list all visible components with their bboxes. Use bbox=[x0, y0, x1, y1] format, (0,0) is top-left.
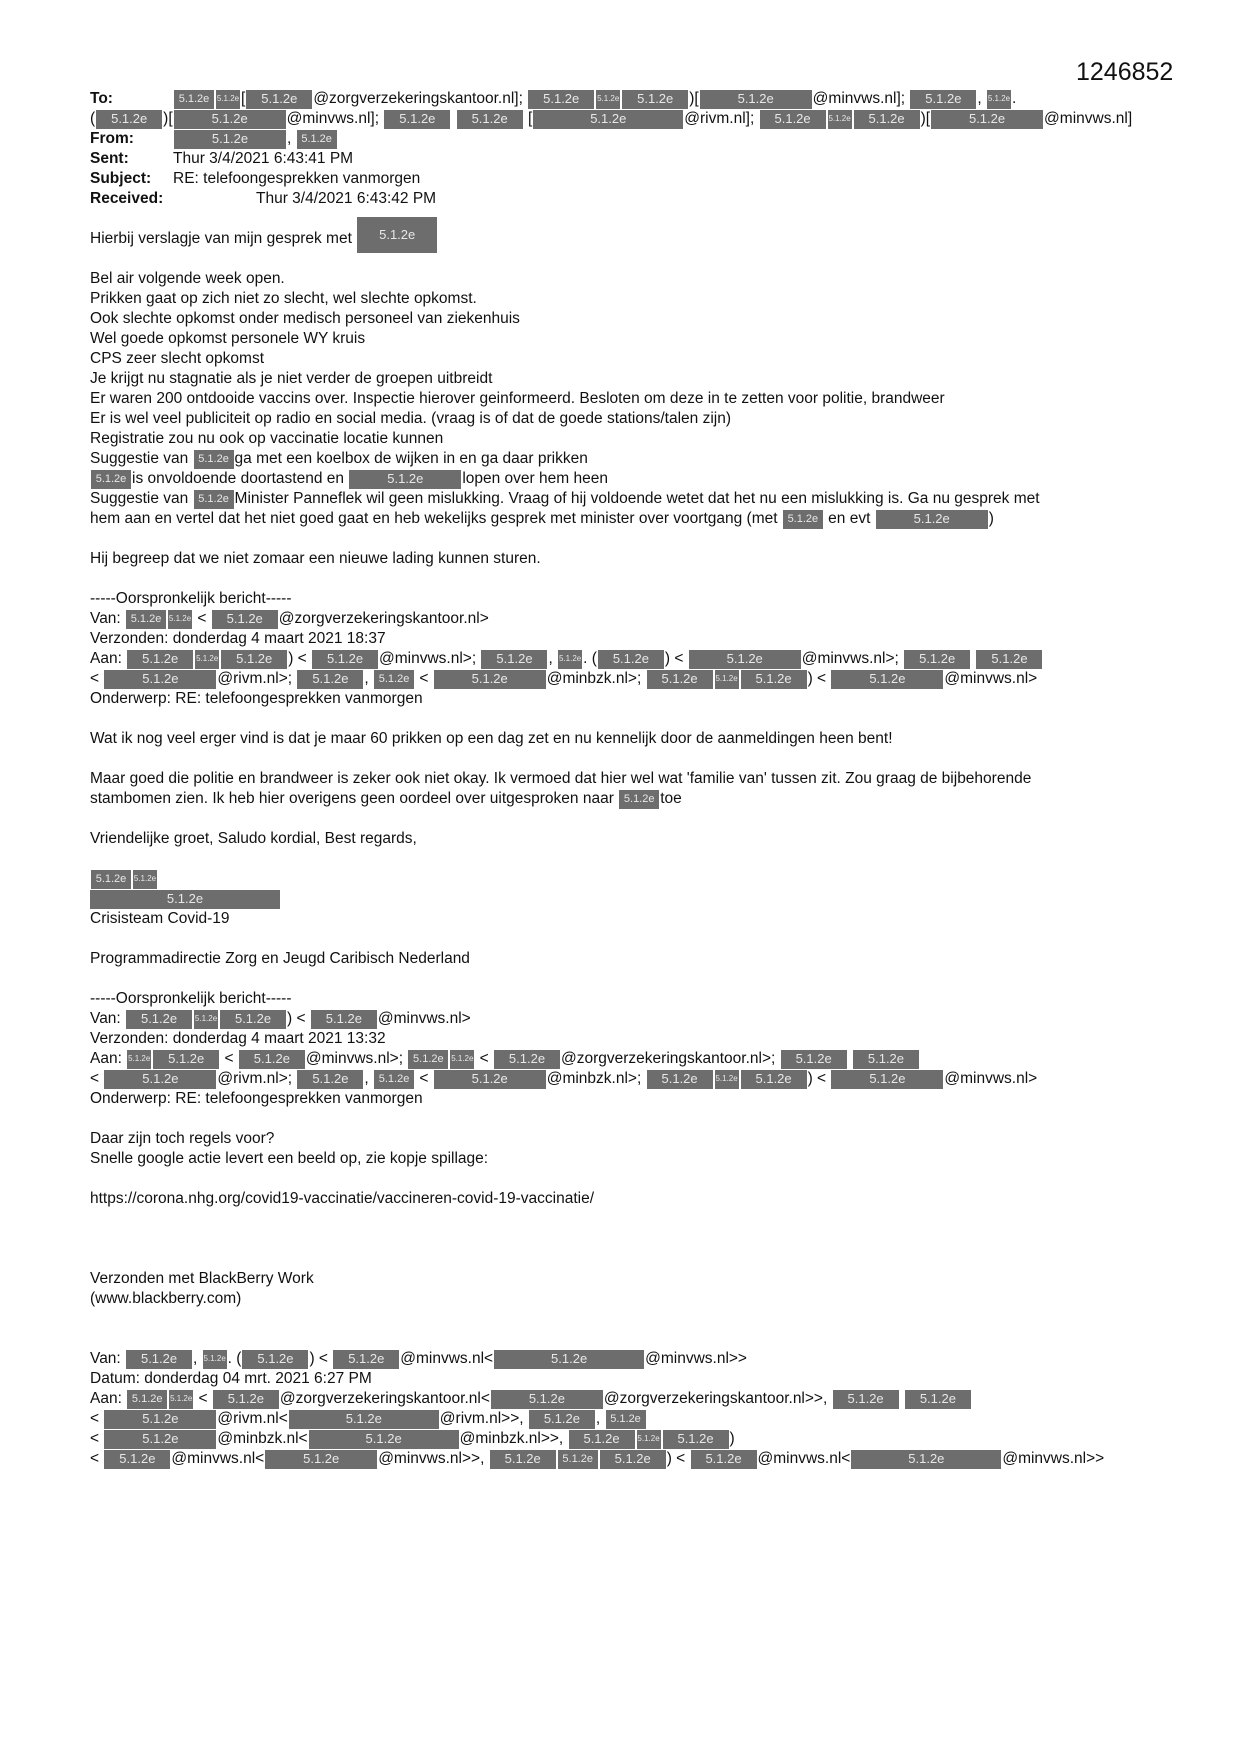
header-field-from bbox=[90, 129, 1170, 149]
text-segment: @zorgverzekeringskantoor.nl> bbox=[278, 610, 489, 627]
text-segment: < bbox=[193, 610, 211, 627]
text-segment: Daar zijn toch regels voor? bbox=[90, 1130, 275, 1147]
text-segment: (www.blackberry.com) bbox=[90, 1290, 242, 1307]
text-line bbox=[90, 1329, 1170, 1349]
text-segment: [ bbox=[241, 90, 246, 107]
redaction-box: 5.1.2e bbox=[854, 110, 920, 129]
text-segment: , bbox=[364, 1070, 374, 1087]
text-segment: ) bbox=[988, 510, 994, 527]
text-segment: en evt bbox=[823, 510, 875, 527]
redaction-box: 5.1.2e bbox=[783, 510, 823, 529]
redaction-box: 5.1.2e bbox=[384, 110, 450, 129]
text-segment: Ook slechte opkomst onder medisch personeel van ziekenhuis bbox=[90, 310, 520, 327]
text-segment: Crisisteam Covid-19 bbox=[90, 910, 230, 927]
redaction-box: 5.1.2e bbox=[828, 110, 852, 129]
text-segment: Suggestie van bbox=[90, 450, 193, 467]
text-segment: RE: telefoongesprekken vanmorgen bbox=[173, 170, 421, 187]
text-segment: @rivm.nl>>, bbox=[439, 1410, 528, 1427]
redaction-box: 5.1.2e bbox=[598, 650, 664, 669]
text-line bbox=[90, 369, 1170, 389]
text-line bbox=[90, 349, 1170, 369]
redaction-box: 5.1.2e bbox=[528, 90, 594, 109]
text-segment: , bbox=[595, 1410, 605, 1427]
text-segment: < bbox=[90, 1430, 104, 1447]
text-segment: < bbox=[475, 1050, 493, 1067]
text-segment: . ( bbox=[583, 650, 597, 667]
redaction-box: 5.1.2e bbox=[622, 90, 688, 109]
redaction-box: 5.1.2e bbox=[529, 1410, 595, 1429]
redaction-box: 5.1.2e bbox=[374, 1070, 414, 1089]
text-segment: @minvws.nl> bbox=[944, 670, 1038, 687]
text-segment: < bbox=[415, 670, 433, 687]
text-segment: @minvws.nl>> bbox=[1002, 1450, 1105, 1467]
text-line bbox=[90, 209, 1170, 229]
text-line bbox=[90, 749, 1170, 769]
header-label: Subject: bbox=[90, 170, 152, 187]
text-line bbox=[90, 1129, 1170, 1149]
header-field-sent bbox=[90, 149, 1170, 169]
redaction-box: 5.1.2e bbox=[104, 1430, 216, 1449]
text-segment: Onderwerp: RE: telefoongesprekken vanmorgen bbox=[90, 690, 423, 707]
text-segment bbox=[900, 1389, 904, 1409]
text-segment: Aan: bbox=[90, 650, 127, 667]
text-segment: @rivm.nl>; bbox=[217, 670, 297, 687]
text-segment: @minvws.nl>; bbox=[305, 1050, 408, 1067]
redaction-box: 5.1.2e bbox=[104, 670, 216, 689]
text-segment: Verzonden: donderdag 4 maart 2021 13:32 bbox=[90, 1030, 386, 1047]
text-segment: . ( bbox=[227, 1350, 242, 1367]
redaction-box: 5.1.2e bbox=[203, 1350, 227, 1369]
text-segment: Snelle google actie levert een beeld op, zie kopje spillage: bbox=[90, 1150, 489, 1167]
redaction-box: 5.1.2e bbox=[833, 1390, 899, 1409]
redaction-box: 5.1.2e bbox=[127, 1390, 167, 1409]
text-segment: CPS zeer slecht opkomst bbox=[90, 350, 265, 367]
redaction-box: 5.1.2e bbox=[194, 450, 234, 469]
redaction-box: 5.1.2e bbox=[297, 1070, 363, 1089]
redaction-box: 5.1.2e bbox=[194, 490, 234, 509]
redaction-box: 5.1.2e bbox=[90, 890, 280, 909]
text-segment: < bbox=[90, 1070, 104, 1087]
redaction-box: 5.1.2e bbox=[910, 90, 976, 109]
text-line bbox=[90, 1149, 1170, 1169]
text-segment: < bbox=[90, 670, 104, 687]
text-segment: ( bbox=[90, 110, 96, 127]
text-segment: Verzonden: donderdag 4 maart 2021 18:37 bbox=[90, 630, 386, 647]
text-segment: Programmadirectie Zorg en Jeugd Caribisch Nederland bbox=[90, 950, 470, 967]
text-line bbox=[90, 829, 1170, 849]
header-label: To: bbox=[90, 90, 113, 107]
text-segment: Aan: bbox=[90, 1390, 127, 1407]
redaction-box: 5.1.2e bbox=[246, 90, 312, 109]
text-segment: < bbox=[194, 1390, 212, 1407]
text-segment: ) < bbox=[664, 650, 688, 667]
text-line bbox=[90, 429, 1170, 449]
redaction-box: 5.1.2e bbox=[126, 1350, 192, 1369]
header-field-received bbox=[90, 189, 1170, 209]
redaction-box: 5.1.2e bbox=[619, 790, 659, 809]
text-segment: ) < bbox=[666, 1450, 690, 1467]
redaction-box: 5.1.2e bbox=[457, 110, 523, 129]
text-segment: lopen over hem heen bbox=[462, 470, 608, 487]
text-segment: )[ bbox=[689, 90, 699, 107]
redaction-box: 5.1.2e bbox=[606, 1410, 646, 1429]
redaction-box: 5.1.2e bbox=[91, 470, 131, 489]
redaction-box: 5.1.2e bbox=[104, 1410, 216, 1429]
text-segment: Van: bbox=[90, 1010, 126, 1027]
text-line bbox=[90, 869, 1170, 889]
document-number: 1246852 bbox=[1076, 58, 1174, 86]
text-segment: @minvws.nl>; bbox=[801, 650, 904, 667]
text-line bbox=[90, 1029, 1170, 1049]
text-segment: . bbox=[1012, 90, 1017, 107]
text-segment: @minvws.nl]; bbox=[812, 90, 910, 107]
redaction-box: 5.1.2e bbox=[596, 90, 620, 109]
text-segment: Wat ik nog veel erger vind is dat je maar 60 prikken op een dag zet en nu kennelijk door de aanmeldingen heen bent! bbox=[90, 730, 893, 747]
redaction-box: 5.1.2e bbox=[490, 1450, 556, 1469]
redaction-box: 5.1.2e bbox=[349, 470, 461, 489]
text-line bbox=[90, 1169, 1170, 1189]
text-segment: @minbzk.nl>>, bbox=[459, 1430, 568, 1447]
text-segment: ) < bbox=[287, 1010, 310, 1027]
redaction-box: 5.1.2e bbox=[558, 650, 582, 669]
text-line bbox=[90, 1209, 1170, 1229]
redaction-box: 5.1.2e bbox=[689, 650, 801, 669]
redaction-box: 5.1.2e bbox=[851, 1450, 1001, 1469]
text-segment: )[ bbox=[163, 110, 173, 127]
redaction-box: 5.1.2e bbox=[221, 650, 287, 669]
text-line bbox=[90, 1229, 1170, 1249]
text-line bbox=[90, 629, 1170, 649]
text-line bbox=[90, 269, 1170, 289]
redaction-box: 5.1.2e bbox=[987, 90, 1011, 109]
text-segment: Registratie zou nu ook op vaccinatie locatie kunnen bbox=[90, 430, 444, 447]
redaction-box: 5.1.2e bbox=[126, 1010, 192, 1029]
text-segment: ) < bbox=[807, 1070, 831, 1087]
text-segment: @minvws.nl> bbox=[377, 1010, 471, 1027]
text-segment bbox=[971, 649, 975, 669]
text-segment: Van: bbox=[90, 1350, 126, 1367]
redaction-box: 5.1.2e bbox=[312, 650, 378, 669]
redaction-box: 5.1.2e bbox=[558, 1450, 598, 1469]
text-segment: @minvws.nl> bbox=[944, 1070, 1038, 1087]
text-segment: Er is wel veel publiciteit op radio en social media. (vraag is of dat de goede stations/talen zijn) bbox=[90, 410, 732, 427]
redaction-box: 5.1.2e bbox=[169, 1390, 193, 1409]
redaction-box: 5.1.2e bbox=[715, 1070, 739, 1089]
text-line bbox=[90, 489, 1170, 509]
redaction-box: 5.1.2e bbox=[741, 1070, 807, 1089]
text-line bbox=[90, 1249, 1170, 1269]
text-segment: < bbox=[415, 1070, 433, 1087]
redaction-box: 5.1.2e bbox=[213, 1390, 279, 1409]
text-segment: @minvws.nl]; bbox=[286, 110, 384, 127]
header-field-to bbox=[90, 89, 1170, 109]
text-segment: @zorgverzekeringskantoor.nl>; bbox=[561, 1050, 780, 1067]
text-line bbox=[90, 1109, 1170, 1129]
text-segment: @zorgverzekeringskantoor.nl>>, bbox=[603, 1390, 832, 1407]
text-segment: Aan: bbox=[90, 1050, 127, 1067]
redaction-box: 5.1.2e bbox=[174, 110, 286, 129]
text-line bbox=[90, 989, 1170, 1009]
text-segment: Maar goed die politie en brandweer is zeker ook niet okay. Ik vermoed dat hier wel wat 'familie van' tussen zit. Zou graag de bijbehorende bbox=[90, 770, 1032, 787]
text-line bbox=[90, 1409, 1170, 1429]
text-line bbox=[90, 309, 1170, 329]
redaction-box: 5.1.2e bbox=[481, 650, 547, 669]
text-line bbox=[90, 669, 1170, 689]
text-segment: [ bbox=[523, 110, 533, 127]
text-segment: https://corona.nhg.org/covid19-vaccinatie/vaccineren-covid-19-vaccinatie/ bbox=[90, 1190, 595, 1207]
text-segment: , bbox=[977, 90, 986, 107]
redaction-box: 5.1.2e bbox=[91, 870, 131, 889]
redaction-box: 5.1.2e bbox=[174, 90, 214, 109]
redaction-box: 5.1.2e bbox=[637, 1430, 661, 1449]
text-segment: Van: bbox=[90, 610, 126, 627]
text-line bbox=[90, 249, 1170, 269]
redaction-box: 5.1.2e bbox=[434, 670, 546, 689]
redaction-box: 5.1.2e bbox=[905, 1390, 971, 1409]
redaction-box: 5.1.2e bbox=[297, 670, 363, 689]
text-line bbox=[90, 109, 1170, 129]
text-line bbox=[90, 929, 1170, 949]
header-label: Sent: bbox=[90, 150, 129, 167]
text-line bbox=[90, 889, 1170, 909]
text-segment: Bel air volgende week open. bbox=[90, 270, 285, 287]
text-line bbox=[90, 229, 1170, 249]
redaction-box: 5.1.2e bbox=[220, 1010, 286, 1029]
redaction-box: 5.1.2e bbox=[96, 110, 162, 129]
redaction-box: 5.1.2e bbox=[168, 610, 192, 629]
text-segment: @minvws.nl] bbox=[1044, 110, 1133, 127]
text-segment: ) < bbox=[288, 650, 312, 667]
text-line bbox=[90, 809, 1170, 829]
text-line bbox=[90, 409, 1170, 429]
redaction-box: 5.1.2e bbox=[450, 1050, 474, 1069]
text-segment: , bbox=[548, 650, 558, 667]
text-line bbox=[90, 1349, 1170, 1369]
text-segment: , bbox=[193, 1350, 202, 1367]
text-line bbox=[90, 789, 1170, 809]
text-segment: hem aan en vertel dat het niet goed gaat en heb wekelijks gesprek met minister over voortgang (met bbox=[90, 510, 782, 527]
text-segment: < bbox=[90, 1450, 104, 1467]
redaction-box: 5.1.2e bbox=[297, 130, 337, 149]
redaction-box: 5.1.2e bbox=[494, 1350, 644, 1369]
redaction-box: 5.1.2e bbox=[904, 650, 970, 669]
text-segment: stambomen zien. Ik heb hier overigens geen oordeel over uitgesproken naar bbox=[90, 790, 619, 807]
redaction-box: 5.1.2e bbox=[700, 90, 812, 109]
text-line bbox=[90, 849, 1170, 869]
redaction-box: 5.1.2e bbox=[663, 1430, 729, 1449]
text-line bbox=[90, 1449, 1170, 1469]
redaction-box: 5.1.2e bbox=[533, 110, 683, 129]
text-segment: < bbox=[220, 1050, 238, 1067]
text-line bbox=[90, 329, 1170, 349]
text-line bbox=[90, 589, 1170, 609]
redaction-box: 5.1.2e bbox=[976, 650, 1042, 669]
text-line bbox=[90, 1309, 1170, 1329]
redaction-box: 5.1.2e bbox=[289, 1410, 439, 1429]
redaction-box: 5.1.2e bbox=[104, 1070, 216, 1089]
redaction-box: 5.1.2e bbox=[494, 1050, 560, 1069]
redaction-box: 5.1.2e bbox=[741, 670, 807, 689]
text-segment: Thur 3/4/2021 6:43:41 PM bbox=[173, 150, 354, 167]
redaction-box: 5.1.2e bbox=[760, 110, 826, 129]
text-line bbox=[90, 949, 1170, 969]
redaction-box: 5.1.2e bbox=[691, 1450, 757, 1469]
redaction-box: 5.1.2e bbox=[242, 1350, 308, 1369]
redaction-box: 5.1.2e bbox=[647, 670, 713, 689]
text-segment: @rivm.nl]; bbox=[684, 110, 759, 127]
text-line bbox=[90, 709, 1170, 729]
text-segment: @minbzk.nl>; bbox=[546, 670, 646, 687]
redaction-box: 5.1.2e bbox=[212, 610, 278, 629]
text-line bbox=[90, 509, 1170, 529]
text-segment: Verzonden met BlackBerry Work bbox=[90, 1270, 314, 1287]
text-line bbox=[90, 1009, 1170, 1029]
text-line bbox=[90, 609, 1170, 629]
text-line bbox=[90, 289, 1170, 309]
text-segment: Thur 3/4/2021 6:43:42 PM bbox=[256, 190, 437, 207]
text-segment: Hierbij verslagje van mijn gesprek met bbox=[90, 230, 357, 247]
text-line bbox=[90, 649, 1170, 669]
redaction-box: 5.1.2e bbox=[153, 1050, 219, 1069]
redaction-box: 5.1.2e bbox=[715, 670, 739, 689]
header-label: From: bbox=[90, 130, 134, 147]
text-line bbox=[90, 389, 1170, 409]
text-line bbox=[90, 449, 1170, 469]
text-segment: @minbzk.nl>; bbox=[546, 1070, 646, 1087]
text-segment: , bbox=[364, 670, 374, 687]
redaction-box: 5.1.2e bbox=[174, 130, 286, 149]
redaction-box: 5.1.2e bbox=[357, 217, 437, 253]
text-segment: @minvws.nl>> bbox=[645, 1350, 747, 1367]
text-segment: Vriendelijke groet, Saludo kordial, Best regards, bbox=[90, 830, 417, 847]
header-label: Received: bbox=[90, 190, 164, 207]
redaction-box: 5.1.2e bbox=[831, 1070, 943, 1089]
header-field-subject bbox=[90, 169, 1170, 189]
text-segment: is onvoldoende doortastend en bbox=[132, 470, 349, 487]
redaction-box: 5.1.2e bbox=[216, 90, 240, 109]
text-segment bbox=[451, 109, 455, 129]
redaction-box: 5.1.2e bbox=[853, 1050, 919, 1069]
redaction-box: 5.1.2e bbox=[126, 610, 166, 629]
text-line bbox=[90, 729, 1170, 749]
text-line bbox=[90, 1289, 1170, 1309]
text-line bbox=[90, 1389, 1170, 1409]
redaction-box: 5.1.2e bbox=[374, 670, 414, 689]
text-line bbox=[90, 1189, 1170, 1209]
text-segment: Prikken gaat op zich niet zo slecht, wel slechte opkomst. bbox=[90, 290, 477, 307]
redaction-box: 5.1.2e bbox=[127, 1050, 151, 1069]
text-segment: toe bbox=[660, 790, 682, 807]
redaction-box: 5.1.2e bbox=[239, 1050, 305, 1069]
redaction-box: 5.1.2e bbox=[831, 670, 943, 689]
text-segment: ) < bbox=[807, 670, 831, 687]
text-line bbox=[90, 1369, 1170, 1389]
text-segment: @zorgverzekeringskantoor.nl]; bbox=[313, 90, 528, 107]
text-line bbox=[90, 569, 1170, 589]
text-segment: @rivm.nl< bbox=[217, 1410, 288, 1427]
redaction-box: 5.1.2e bbox=[133, 870, 157, 889]
redaction-box: 5.1.2e bbox=[333, 1350, 399, 1369]
text-segment: Wel goede opkomst personele WY kruis bbox=[90, 330, 366, 347]
text-line bbox=[90, 969, 1170, 989]
text-segment: -----Oorspronkelijk bericht----- bbox=[90, 590, 292, 607]
text-line bbox=[90, 1269, 1170, 1289]
text-segment: Je krijgt nu stagnatie als je niet verder de groepen uitbreidt bbox=[90, 370, 493, 387]
email-document bbox=[90, 89, 1170, 1469]
redaction-box: 5.1.2e bbox=[309, 1430, 459, 1449]
redaction-box: 5.1.2e bbox=[265, 1450, 377, 1469]
text-segment: @minvws.nl>>, bbox=[378, 1450, 489, 1467]
redaction-box: 5.1.2e bbox=[127, 650, 193, 669]
redaction-box: 5.1.2e bbox=[569, 1430, 635, 1449]
text-line bbox=[90, 1429, 1170, 1449]
text-segment: @minvws.nl< bbox=[757, 1450, 851, 1467]
redaction-box: 5.1.2e bbox=[647, 1070, 713, 1089]
redaction-box: 5.1.2e bbox=[600, 1450, 666, 1469]
text-line bbox=[90, 909, 1170, 929]
text-line bbox=[90, 689, 1170, 709]
text-segment: @zorgverzekeringskantoor.nl< bbox=[279, 1390, 490, 1407]
text-segment: )[ bbox=[920, 110, 931, 127]
text-segment: -----Oorspronkelijk bericht----- bbox=[90, 990, 292, 1007]
redaction-box: 5.1.2e bbox=[195, 650, 219, 669]
text-line bbox=[90, 469, 1170, 489]
redaction-box: 5.1.2e bbox=[434, 1070, 546, 1089]
text-line bbox=[90, 769, 1170, 789]
text-segment: Minister Panneflek wil geen mislukking. Vraag of hij voldoende wetet dat het nu een mislukking is. Ga nu gesprek met bbox=[234, 490, 1040, 507]
text-segment: @minvws.nl< bbox=[400, 1350, 494, 1367]
text-line bbox=[90, 549, 1170, 569]
text-segment: @minbzk.nl< bbox=[217, 1430, 308, 1447]
text-segment: @minvws.nl< bbox=[171, 1450, 265, 1467]
redaction-box: 5.1.2e bbox=[194, 1010, 218, 1029]
text-segment: ) bbox=[729, 1430, 735, 1447]
text-segment: Er waren 200 ontdooide vaccins over. Inspectie hierover geinformeerd. Besloten om deze in te zetten voor politie, brandweer bbox=[90, 390, 945, 407]
text-segment: Datum: donderdag 04 mrt. 2021 6:27 PM bbox=[90, 1370, 372, 1387]
text-segment: @rivm.nl>; bbox=[217, 1070, 297, 1087]
text-segment: ) < bbox=[309, 1350, 333, 1367]
text-segment: < bbox=[90, 1410, 104, 1427]
redaction-box: 5.1.2e bbox=[104, 1450, 170, 1469]
text-segment: Onderwerp: RE: telefoongesprekken vanmorgen bbox=[90, 1090, 423, 1107]
text-segment bbox=[848, 1049, 852, 1069]
redaction-box: 5.1.2e bbox=[931, 110, 1043, 129]
text-segment: , bbox=[287, 130, 296, 147]
text-line bbox=[90, 529, 1170, 549]
text-segment: ga met een koelbox de wijken in en ga daar prikken bbox=[234, 450, 588, 467]
text-line bbox=[90, 1049, 1170, 1069]
text-line bbox=[90, 1069, 1170, 1089]
text-segment: @minvws.nl>; bbox=[379, 650, 481, 667]
redaction-box: 5.1.2e bbox=[876, 510, 988, 529]
text-segment: Hij begreep dat we niet zomaar een nieuwe lading kunnen sturen. bbox=[90, 550, 541, 567]
text-segment: Suggestie van bbox=[90, 490, 193, 507]
text-line bbox=[90, 1089, 1170, 1109]
redaction-box: 5.1.2e bbox=[408, 1050, 448, 1069]
redaction-box: 5.1.2e bbox=[781, 1050, 847, 1069]
redaction-box: 5.1.2e bbox=[311, 1010, 377, 1029]
redaction-box: 5.1.2e bbox=[491, 1390, 603, 1409]
